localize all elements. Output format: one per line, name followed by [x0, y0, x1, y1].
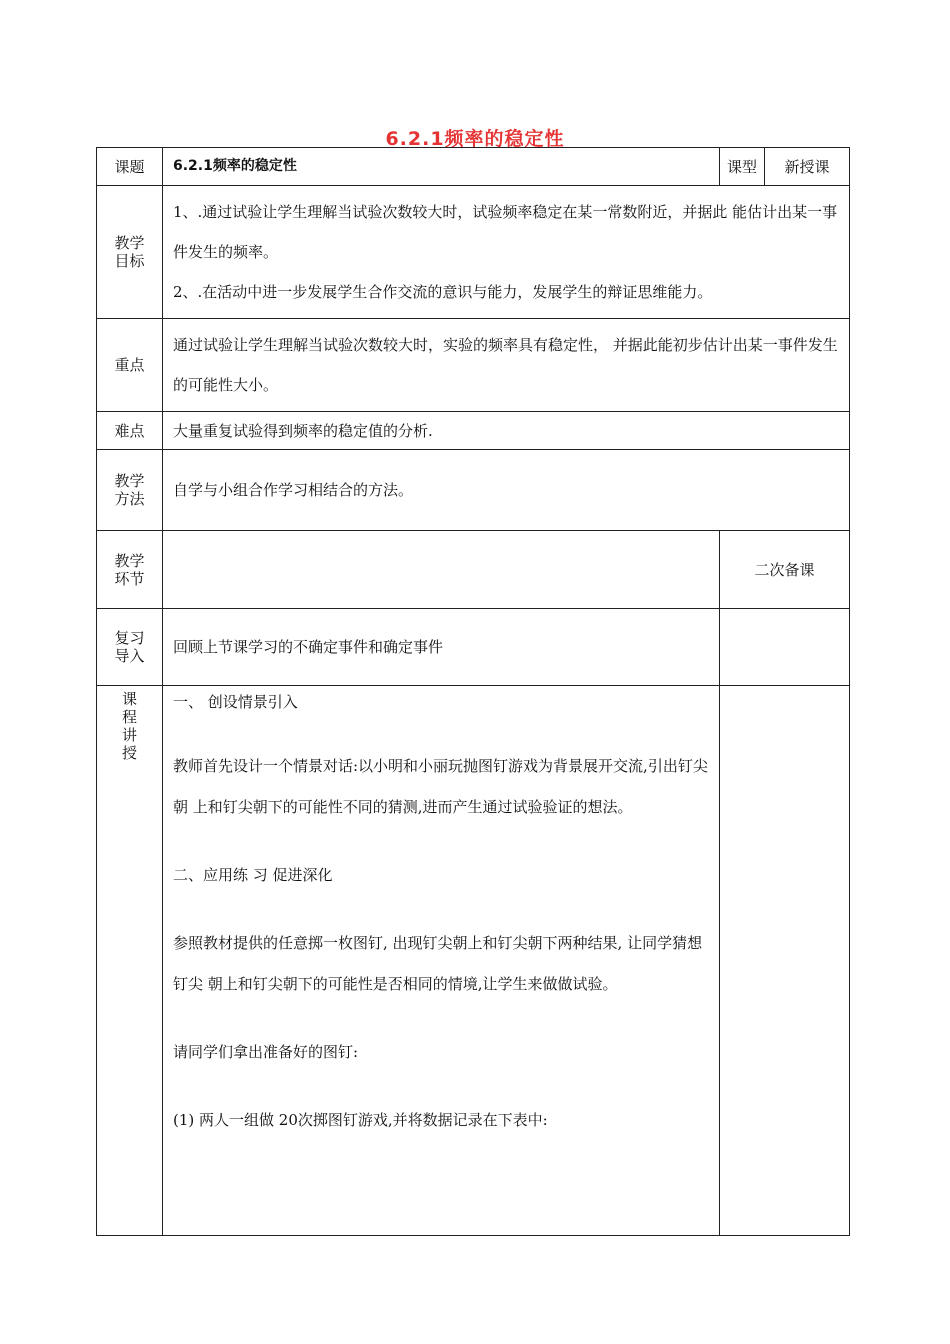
method-label	[97, 450, 163, 531]
review-label	[97, 609, 163, 686]
lesson-type-label: 课型	[720, 148, 765, 186]
lecture-label	[97, 686, 163, 1236]
method-label-line: 方法	[114, 490, 145, 508]
method-text: 自学与小组合作学习相结合的方法。	[163, 450, 850, 531]
row-objectives	[97, 186, 850, 319]
row-review	[97, 609, 850, 686]
objective-item: 2、.在活动中进一步发展学生合作交流的意识与能力，发展学生的辩证思维能力。	[173, 283, 713, 301]
row-key-point	[97, 319, 850, 412]
review-label-line: 复习	[114, 629, 145, 647]
topic-value: 6.2.1频率的稳定性	[163, 148, 720, 186]
difficulty-label: 难点	[97, 412, 163, 450]
document-title: 6.2.1频率的稳定性	[385, 128, 565, 150]
objective-item: 1、.通过试验让学生理解当试验次数较大时，试验频率稳定在某一常数附近，并据此 能估计出某一事件发生的频率。	[173, 203, 838, 261]
method-label-line: 教学	[114, 472, 145, 490]
row-difficulty	[97, 412, 850, 450]
lecture-label-char: 程	[121, 708, 137, 726]
row-stages	[97, 531, 850, 609]
row-lecture	[97, 686, 850, 1236]
step1-text: (1) 两人一组做 20次掷图钉游戏,并将数据记录在下表中:	[173, 1111, 548, 1129]
lecture-content	[163, 686, 720, 1236]
lecture-label-char: 讲	[121, 726, 137, 744]
section2-text: 参照教材提供的任意掷一枚图钉, 出现钉尖朝上和钉尖朝下两种结果, 让同学猜想钉尖 朝上和钉尖朝下的可能性是否相同的情境,让学生来做做试验。	[173, 934, 703, 993]
key-point-text: 通过试验让学生理解当试验次数较大时，实验的频率具有稳定性， 并据此能初步估计出某一事件发生的可能性大小。	[163, 319, 850, 412]
lesson-plan-table	[96, 147, 850, 1236]
prompt-text: 请同学们拿出准备好的图钉:	[173, 1043, 359, 1061]
lesson-type-value: 新授课	[765, 148, 850, 186]
lecture-notes	[720, 686, 850, 1236]
review-notes	[720, 609, 850, 686]
section1-title: 一、 创设情景引入	[173, 693, 298, 711]
review-text: 回顾上节课学习的不确定事件和确定事件	[163, 609, 720, 686]
key-point-label: 重点	[97, 319, 163, 412]
row-method	[97, 450, 850, 531]
topic-label: 课题	[97, 148, 163, 186]
objectives-label-line: 教学	[114, 234, 145, 252]
objectives-label	[97, 186, 163, 319]
section1-text: 教师首先设计一个情景对话:以小明和小丽玩抛图钉游戏为背景展开交流,引出钉尖朝 上和钉尖朝下的可能性不同的猜测,进而产生通过试验验证的想法。	[173, 757, 708, 816]
stages-label-line: 环节	[114, 569, 145, 588]
section2-title: 二、应用练 习 促进深化	[173, 866, 333, 884]
stages-content	[163, 531, 720, 609]
objectives-content	[163, 186, 850, 319]
second-prep-label: 二次备课	[720, 531, 850, 609]
stages-label-line: 教学	[114, 551, 145, 570]
lecture-label-char: 课	[121, 690, 137, 708]
stages-label	[97, 531, 163, 609]
difficulty-text: 大量重复试验得到频率的稳定值的分析.	[163, 412, 850, 450]
row-topic	[97, 148, 850, 186]
review-label-line: 导入	[114, 647, 145, 665]
lecture-label-char: 授	[121, 744, 137, 762]
objectives-label-line: 目标	[114, 252, 145, 270]
